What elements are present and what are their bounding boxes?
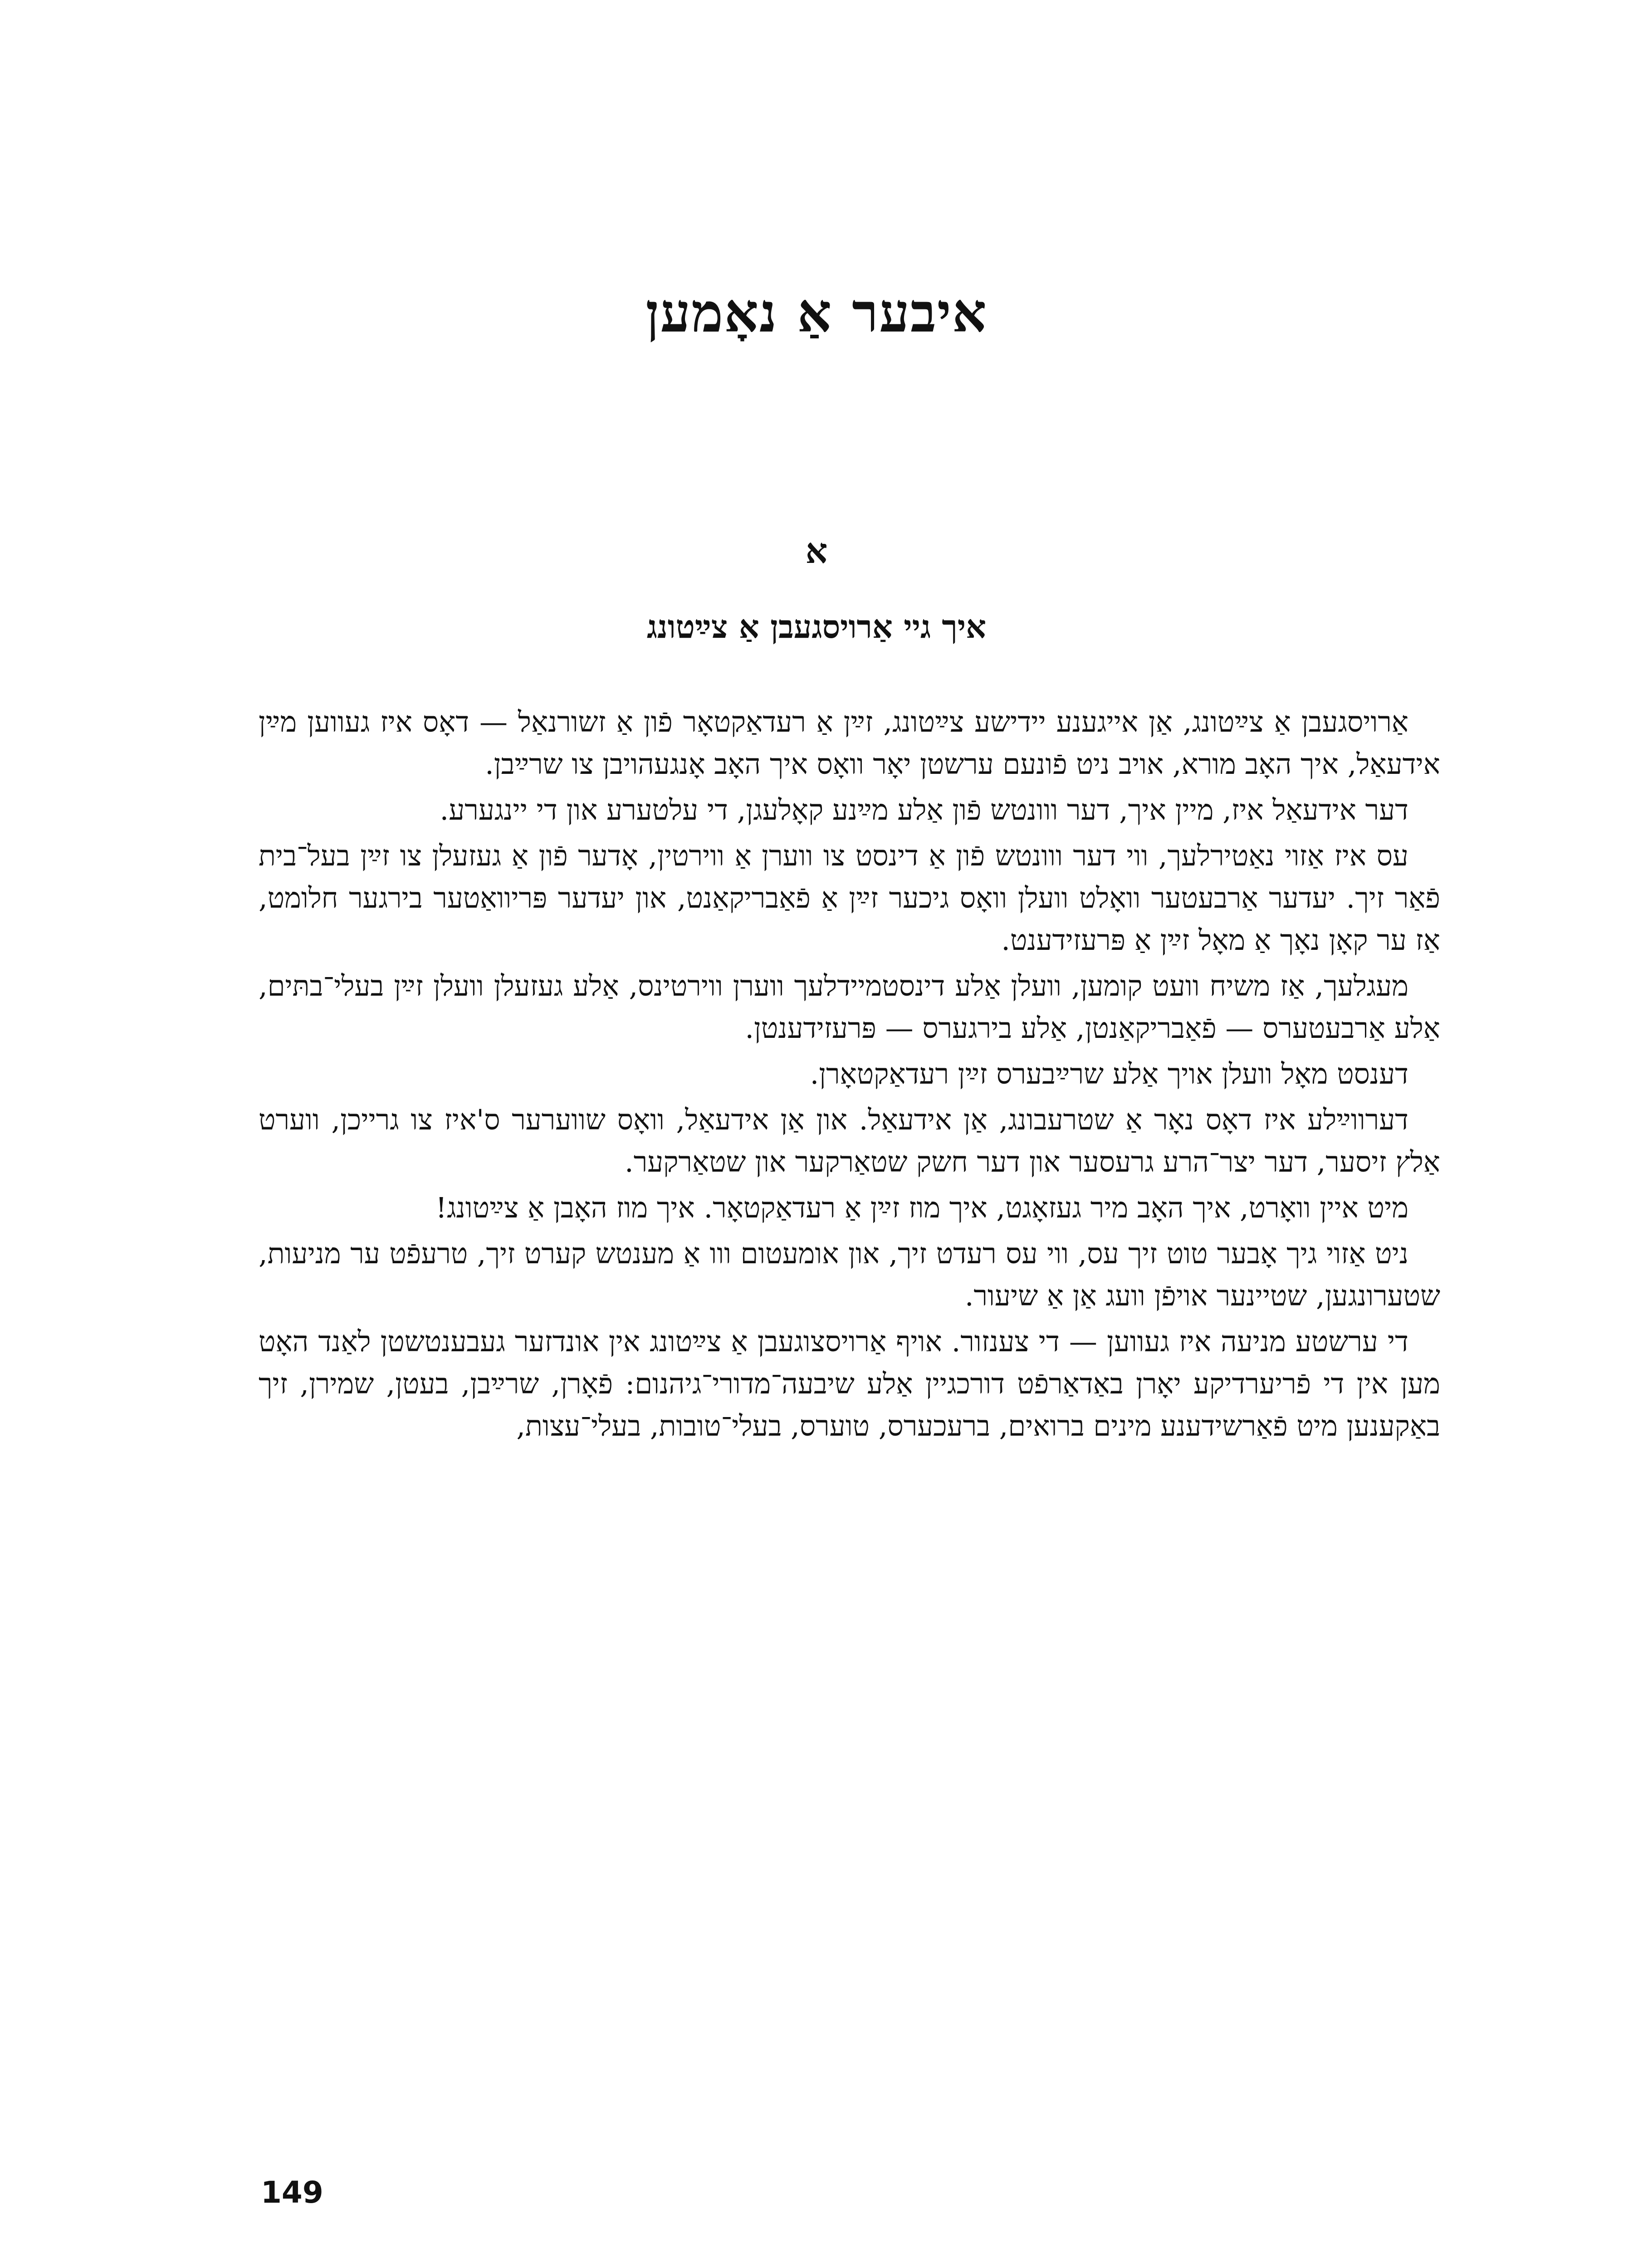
section-subtitle: איך גיי אַרויסגעבן אַ צײַטונג	[646, 608, 987, 645]
paragraph: די ערשטע מניעה איז געווען — די צענזור. אויף אַרויסצוגעבן אַ צײַטונג אין אונדזער געבענטשטן לאַנד האָט מען אין די פֿריערדיקע יאָרן באַדאַרפֿט דורכגיין אַלע שיבעה־מדורי־גיהנום: פֿאָרן, שרײַבן, בעטן, שמירן, זיך באַקענען מיט פֿאַרשידענע מינים ברואים, ברעכערס, טוערס, בעלי־טובות, בעלי־עצות,	[259, 1325, 1440, 1442]
page-number: 149	[261, 2175, 323, 2210]
paragraph: ניט אַזוי גיך אָבער טוט זיך עס, ווי עס רעדט זיך, און אומעטום ווו אַ מענטש קערט זיך, טרעפֿט ער מניעות, שטערונגען, שטיינער אויפֿן וועג אַן אַ שיעור.	[259, 1237, 1440, 1312]
paragraph: עס איז אַזוי נאַטירלעך, ווי דער ווונטש פֿון אַ דינסט צו ווערן אַ ווירטין, אָדער פֿון אַ געזעלן צו זײַן בעל־בית פֿאַר זיך. יעדער אַרבעטער וואָלט וועלן וואָס גיכער זײַן אַ פֿאַבריקאַנט, און יעדער פּריוואַטער בירגער חלומט, אַז ער קאָן נאָך אַ מאָל זײַן אַ פּרעזידענט.	[259, 839, 1441, 957]
paragraph: דענסט מאָל וועלן אויך אַלע שרײַבערס זײַן רעדאַקטאָרן.	[810, 1057, 1408, 1090]
body-text	[259, 701, 1440, 1451]
paragraph: דער אידעאַל איז, מיין איך, דער ווונטש פֿון אַלע מײַנע קאָלעגן, די עלטערע און די יינגערע.	[440, 793, 1408, 826]
paragraph: דערווײַלע איז דאָס נאָר אַ שטרעבונג, אַן אידעאַל. און אַן אידעאַל, וואָס שווערער ס'איז צו גרייכן, ווערט אַלץ זיסער, דער יצר־הרע גרעסער און דער חשק שטאַרקער און שטאַרקער.	[259, 1103, 1440, 1178]
section-letter: א	[805, 531, 828, 571]
chapter-title: איבער אַ נאָמען	[645, 281, 988, 344]
paragraph: מיט איין וואָרט, איך האָב מיר געזאָגט, איך מוז זײַן אַ רעדאַקטאָר. איך מוז האָבן אַ צײַטונג!	[435, 1191, 1408, 1224]
paragraph: אַרויסגעבן אַ צײַטונג, אַן אייגענע יידישע צײַטונג, זײַן אַ רעדאַקטאָר פֿון אַ זשורנאַל — דאָס איז געווען מײַן אידעאַל, איך האָב מורא, אויב ניט פֿונעם ערשטן יאָר וואָס איך האָב אָנגעהויבן צו שרײַבן.	[259, 705, 1440, 781]
paragraph: מעגלעך, אַז משיח וועט קומען, וועלן אַלע דינסטמיידלעך ווערן ווירטינס, אַלע געזעלן וועלן זײַן בעלי־בתּים, אַלע אַרבעטערס — פֿאַבריקאַנטן, אַלע בירגערס — פּרעזידענטן.	[259, 969, 1440, 1045]
